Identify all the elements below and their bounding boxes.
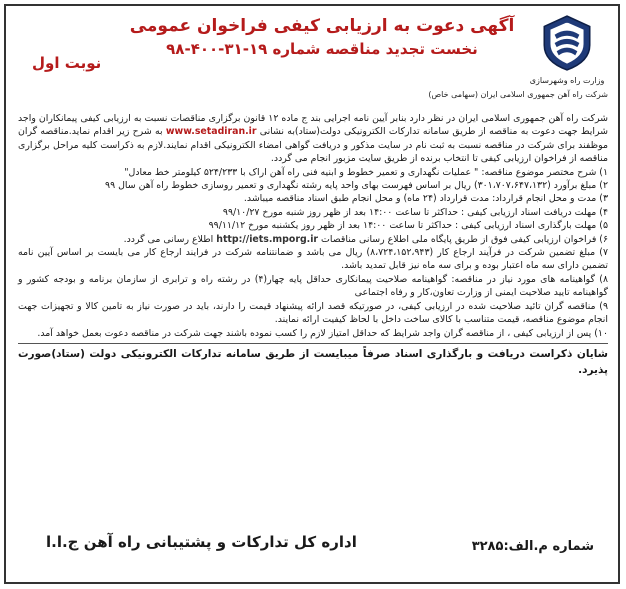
header	[6, 6, 618, 106]
item-9: ۹) مناقصه گران تائید صلاحیت شده در ارزیابی کیفی، در صورتیکه قصد ارائه پیشنهاد قیمت را دارند، باید در صورت نیاز به تامین کالا و تجهیزات جهت انجام موضوع مناقصه، قیمت متناسب با کالای ساخت داخل با لحاظ کیفیت ارائه نمایند.	[18, 300, 608, 326]
title-block	[126, 14, 518, 60]
turn-label: نوبت اول	[32, 54, 102, 72]
iets-website-link[interactable]: http://iets.mporg.ir	[216, 233, 319, 245]
publication-number: شماره م.الف:۳۲۸۵	[471, 539, 594, 554]
item-8: ۸) گواهینامه های مورد نیاز در مناقصه: گواهینامه صلاحیت پیمانکاری حداقل پایه چهار(۴) در رشته راه و ترابری از سازمان برنامه و بودجه کشور و گواهینامه تایید صلاحیت ایمنی از وزارت تعاون،کار و رفاه اجتماعی	[18, 273, 608, 299]
intro-paragraph	[18, 112, 608, 166]
advertisement-frame	[4, 4, 620, 584]
office-name: اداره کل تدارکات و پشتیبانی راه آهن ج.ا.ا	[46, 533, 357, 551]
item-5: ۵) مهلت بارگذاری اسناد ارزیابی کیفی : حداکثر تا ساعت ۱۴:۰۰ بعد از ظهر روز یکشنبه مورخ ۹۹/۱۱/۱۲	[208, 220, 608, 232]
item-4: ۴) مهلت دریافت اسناد ارزیابی کیفی : حداکثر تا ساعت ۱۴:۰۰ بعد از ظهر روز شنبه مورخ ۹۹/۱۰/۲۷	[222, 206, 608, 218]
announcement-body	[18, 112, 608, 378]
page-subtitle: نخست تجدید مناقصه شماره ۱۹-۳۱-۴۰۰-۹۸	[166, 40, 478, 58]
item-7: ۷) مبلغ تضمین شرکت در فرآیند ارجاع کار (۸،۷۲۴،۱۵۲،۹۴۳) ریال می باشد و ضمانتنامه شرکت در فرایند ارجاع کار می بایست بر اساس آیین نامه تضمین دارای سه ماه اعتبار بوده و برای سه ماه نیز قابل تمدید باشد.	[18, 247, 608, 272]
item-2: ۲) مبلغ برآورد (۳۰۱،۷۰۷،۶۴۷،۱۳۲) ریال بر اساس فهرست بهای واحد پایه رشته نگهداری و تعمیر روسازی خطوط راه آهن سال ۹۹	[105, 180, 608, 192]
divider	[18, 343, 608, 344]
setad-website-link[interactable]: www.setadiran.ir	[165, 126, 257, 138]
notice-text: شایان ذکراست دریافت و بارگذاری اسناد صرفاً میبایست از طریق سامانه تدارکات الکترونیکی دولت (ستاد)صورت پذیرد.	[18, 347, 608, 376]
logo	[524, 12, 610, 98]
item-6-text-b: اطلاع رسانی می گردد.	[123, 233, 214, 245]
footer	[16, 529, 608, 569]
item-6-text-a: ۶) فراخوان ارزیابی کیفی فوق از طریق پایگاه ملی اطلاع رسانی مناقصات	[321, 233, 608, 245]
railway-emblem-icon	[536, 12, 598, 74]
item-1: ۱) شرح مختصر موضوع مناقصه: " عملیات نگهداری و تعمیر خطوط و ابنیه فنی راه آهن اراک با ۵۲۴/۲۳۳ کیلومتر خط معادل"	[124, 166, 608, 178]
company-name: شرکت راه آهن جمهوری اسلامی ایران (سهامی خاص)	[428, 90, 608, 99]
item-3: ۳) مدت و محل انجام قرارداد: مدت قرارداد (۲۴ ماه) و محل انجام طبق اسناد مناقصه میباشد.	[243, 193, 608, 205]
intro-text-a: شرکت راه آهن جمهوری اسلامی ایران در نظر دارد بنابر آیین نامه اجرایی بند ج ماده ۱۲ قانون برگزاری مناقصات نسبت به ارزیابی کیفی پیمانکاران واجد شرایط جهت دعوت به مناقصه از طریق سامانه تدارکات الکترونیکی دولت(ستاد)به نشانی	[18, 113, 609, 138]
intro-text-b: به شرح زیر اقدام نماید.مناقصه گران موظفند برای شرکت در مناقصه نسبت به ثبت نام در سایت مذکور و دریافت گواهی امضاء الکترونیکی اقدام نمایند.لازم به ذکراست کلیه مراحل برگزاری مناقصه از فراخوان ارزیابی کیفی تا انتخاب برنده از طریق سایت مزبور انجام می گردد.	[18, 126, 608, 165]
page-title: آگهی دعوت به ارزیابی کیفی فراخوان عمومی	[129, 16, 515, 36]
item-6	[18, 233, 608, 246]
item-10: ۱۰) پس از ارزیابی کیفی ، از مناقصه گران واجد شرایط که حداقل امتیاز لازم را کسب نموده باشند جهت شرکت در مناقصه دعوت بعمل خواهد آمد.	[37, 327, 608, 339]
ministry-name: وزارت راه وشهرسازی	[529, 76, 605, 85]
